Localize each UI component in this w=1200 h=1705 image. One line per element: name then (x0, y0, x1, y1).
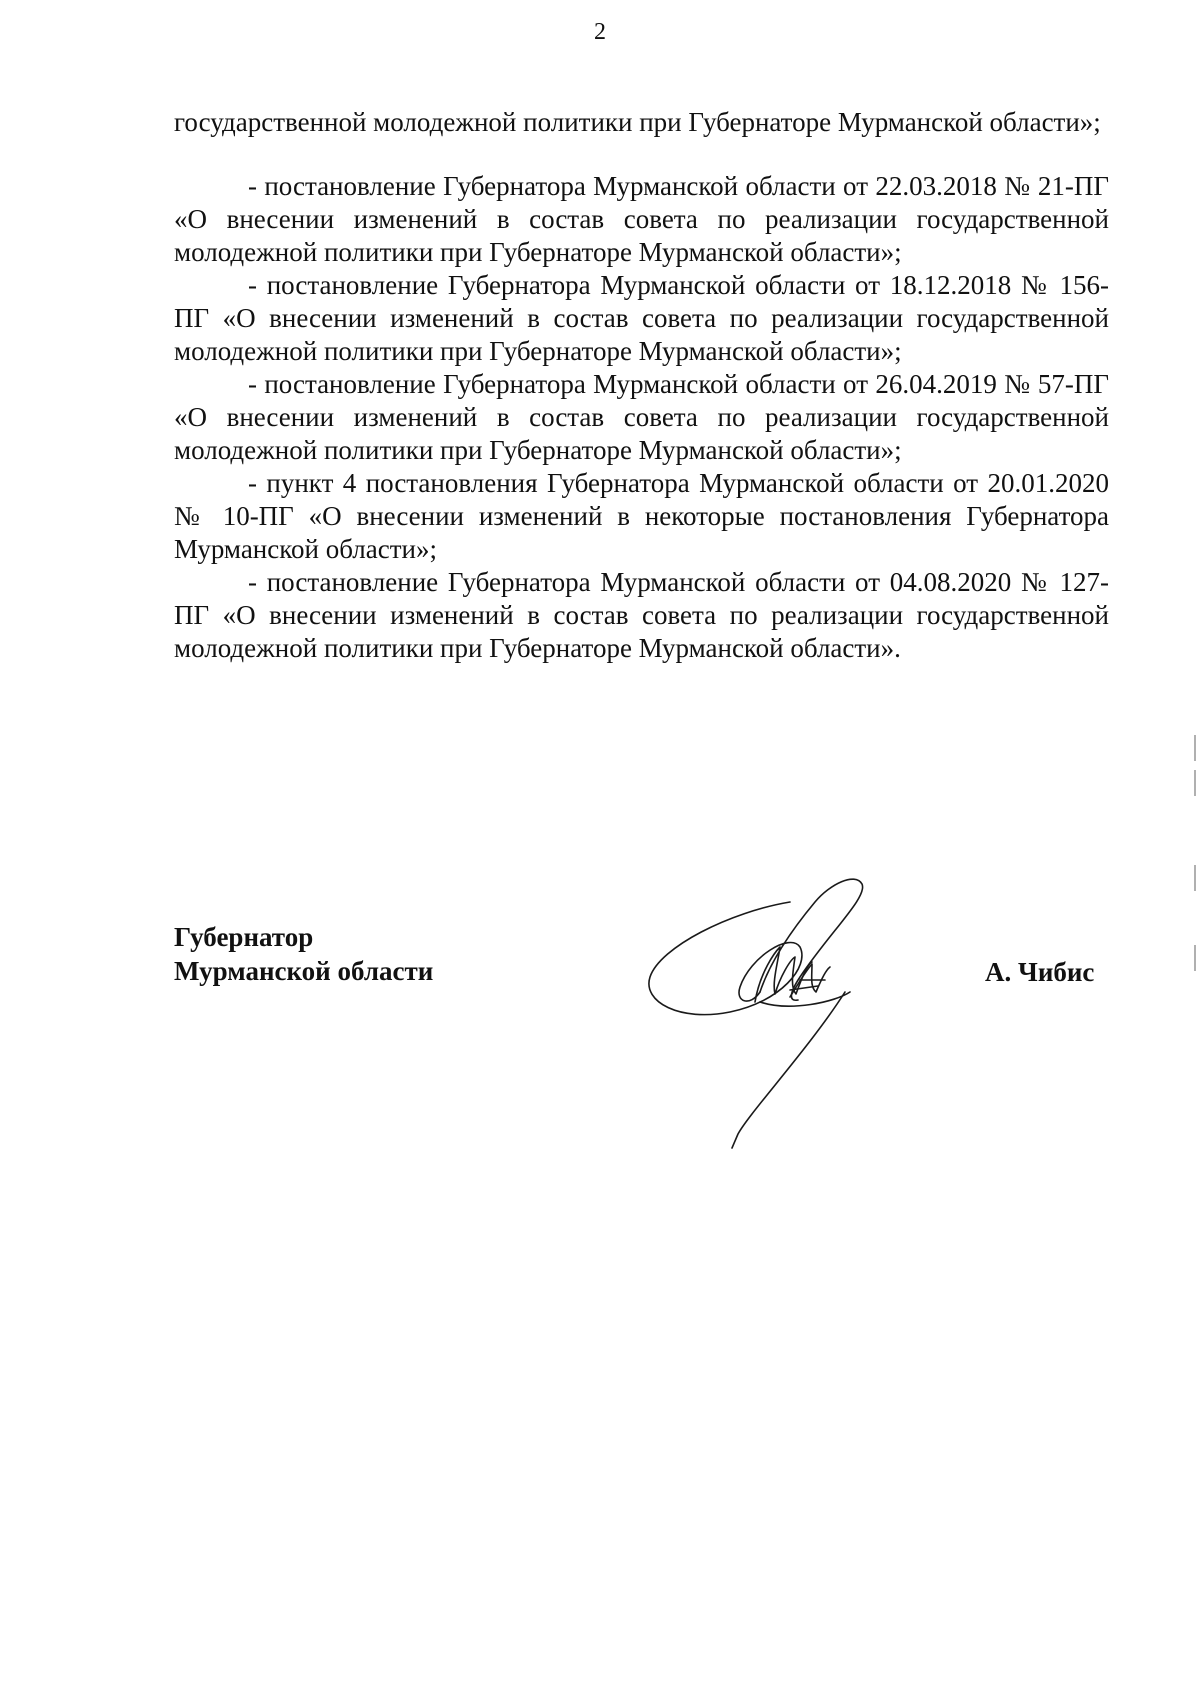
handwritten-signature (640, 872, 940, 1172)
scan-edge-mark (1194, 865, 1196, 891)
list-item-decree-156: - постановление Губернатора Мурманской области от 18.12.2018 № 156-ПГ «О внесении изменений в состав совета по реализации государственной молодежной политики при Губернаторе Мурманской области»; (174, 270, 1109, 366)
signatory-title (174, 920, 433, 988)
signatory-name: А. Чибис (985, 957, 1095, 987)
paragraph-gap (174, 139, 1109, 170)
list-item-decree-127: - постановление Губернатора Мурманской области от 04.08.2020 № 127-ПГ «О внесении изменений в состав совета по реализации государственной молодежной политики при Губернаторе Мурманской области». (174, 567, 1109, 663)
paragraph-continuation: государственной молодежной политики при Губернаторе Мурманской области»; (174, 107, 1101, 137)
page-number: 2 (594, 19, 606, 45)
scan-edge-mark (1194, 770, 1196, 796)
list-item-decree-10-point-4: - пункт 4 постановления Губернатора Мурманской области от 20.01.2020 № 10-ПГ «О внесении изменений в некоторые постановления Губернатора Мурманской области»; (174, 468, 1109, 564)
document-body (174, 106, 1109, 665)
scan-edge-mark (1194, 735, 1196, 761)
list-item-decree-21: - постановление Губернатора Мурманской области от 22.03.2018 № 21-ПГ «О внесении изменений в состав совета по реализации государственной молодежной политики при Губернаторе Мурманской области»; (174, 171, 1109, 267)
signatory-title-line2: Мурманской области (174, 956, 434, 986)
list-item-decree-57: - постановление Губернатора Мурманской области от 26.04.2019 № 57-ПГ «О внесении изменений в состав совета по реализации государственной молодежной политики при Губернаторе Мурманской области»; (174, 369, 1109, 465)
signatory-title-line1: Губернатор (174, 922, 314, 952)
scan-edge-mark (1194, 945, 1196, 971)
